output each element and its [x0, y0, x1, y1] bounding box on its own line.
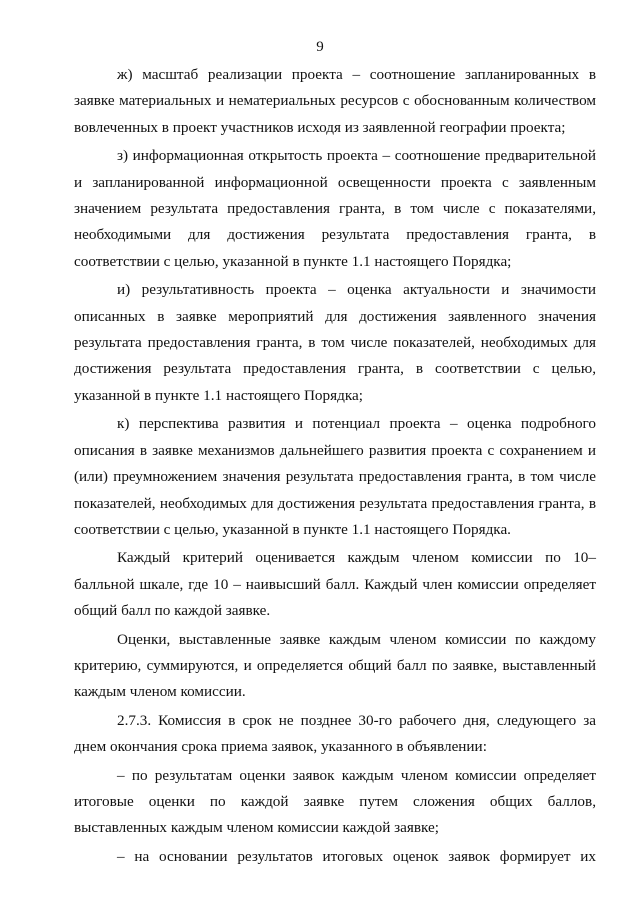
paragraph-score-summation: Оценки, выставленные заявке каждым членом комиссии по каждому критерию, суммируются, и определяется общий балл по заявке, выставленный каждым членом комиссии.: [74, 630, 596, 701]
paragraph-criterion-k: к) перспектива развития и потенциал проекта – оценка подробного описания в заявке механизмов дальнейшего развития проекта с сохранением и (или) преумножением значения результата предоставления гранта, в том числе показателей, необходимых для достижения результата предоставления гранта, в соответствии с целью, указанной в пункте 1.1 настоящего Порядка.: [74, 415, 596, 538]
paragraph-criterion-zh: ж) масштаб реализации проекта – соотношение запланированных в заявке материальных и нематериальных ресурсов с обоснованным количеством вовлеченных в проект участников исходя из заявленной географии проекта;: [74, 66, 596, 136]
paragraph-criterion-i: и) результативность проекта – оценка актуальности и значимости описанных в заявке мероприятий для достижения заявленного значения результата предоставления гранта, в том числе показателей, необходимых для достижения результата предоставления гранта, в соответствии с целью, указанной в пункте 1.1 настоящего Порядка;: [74, 281, 596, 404]
paragraph-list-item-final-scores: – по результатам оценки заявок каждым членом комиссии определяет итоговые оценки по каждой заявке путем сложения общих баллов, выставленных каждым членом комиссии каждой заявке;: [74, 766, 596, 837]
paragraph-criterion-z: з) информационная открытость проекта – соотношение предварительной и запланированной информационной освещенности проекта с заявленным значением результата предоставления гранта, в том числе с показателями, необходимыми для достижения результата предоставления гранта, в соответствии с целью, указанной в пункте 1.1 настоящего Порядка;: [74, 147, 596, 270]
paragraph-clause-2-7-3: 2.7.3. Комиссия в срок не позднее 30-го рабочего дня, следующего за днем окончания срока приема заявок, указанного в объявлении:: [74, 711, 596, 756]
paragraph-list-item-ranking: – на основании результатов итоговых оценок заявок формирует их: [117, 847, 596, 865]
page-number: 9: [316, 39, 324, 55]
paragraph-scoring-scale: Каждый критерий оценивается каждым членом комиссии по 10–балльной шкале, где 10 – наивысший балл. Каждый член комиссии определяет общий балл по каждой заявке.: [74, 549, 596, 620]
document-body: [74, 62, 596, 872]
